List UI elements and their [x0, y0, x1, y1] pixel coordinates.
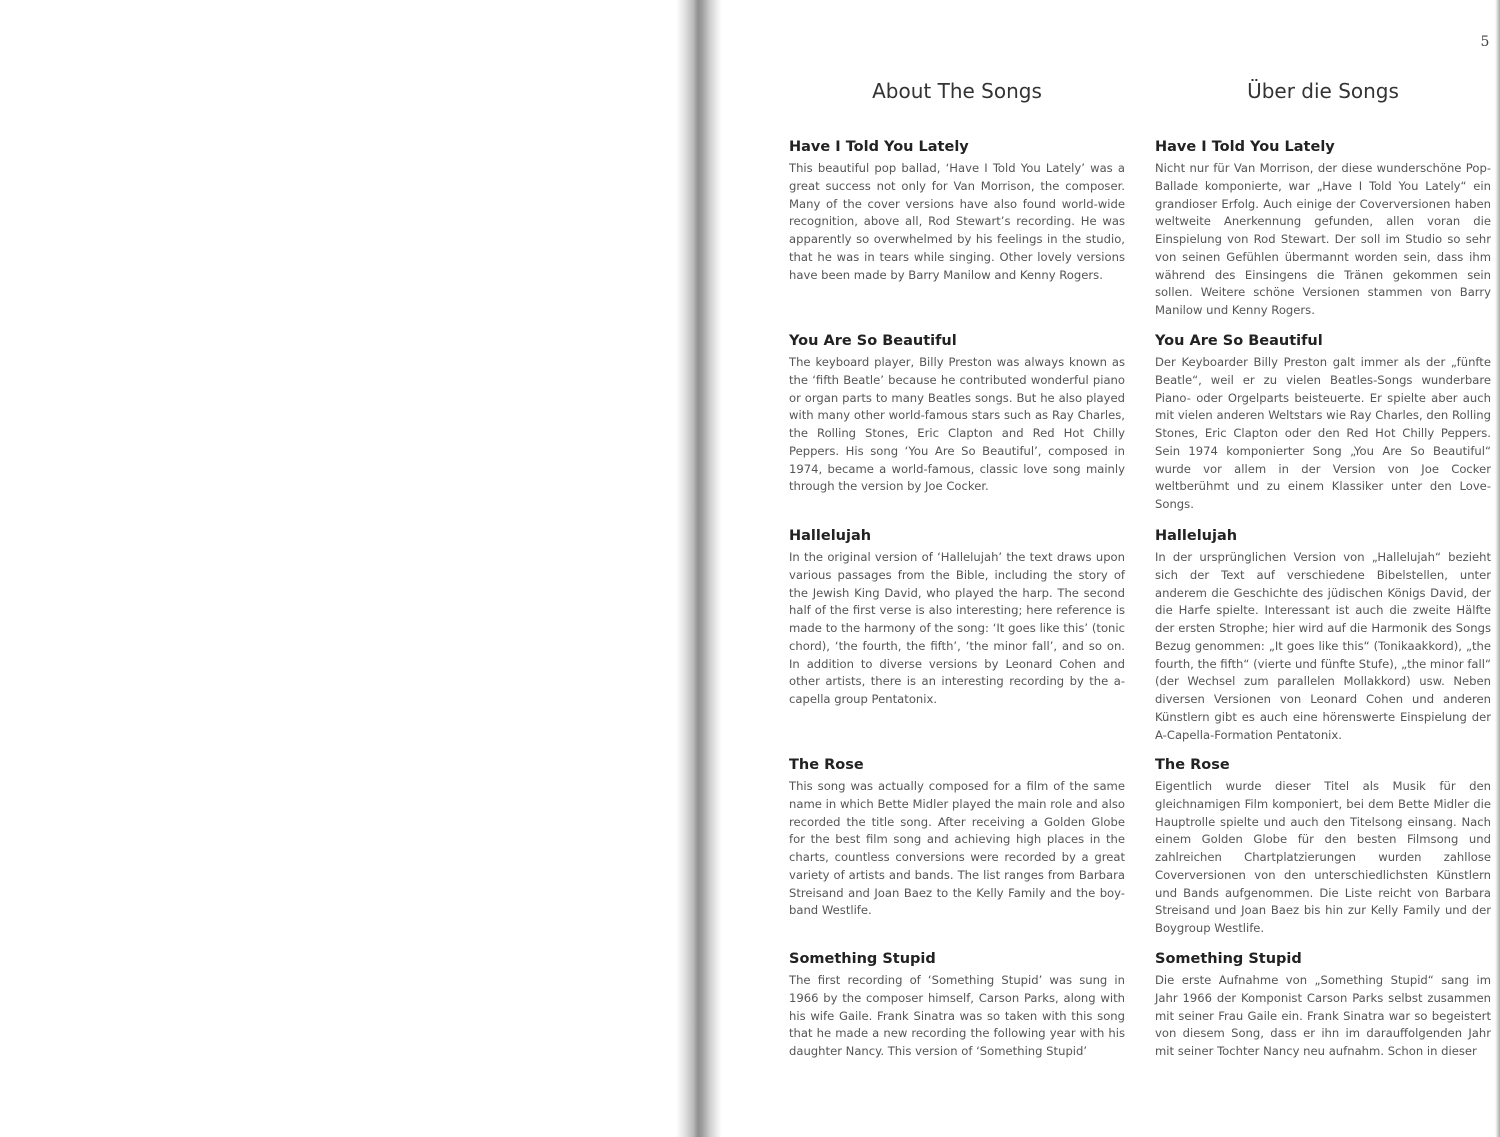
english-heading: The Rose	[789, 757, 864, 773]
english-heading: Something Stupid	[789, 951, 936, 967]
english-text: The keyboard player, Billy Preston was always known as the ‘fifth Beatle’ because he contributed wonderful piano or organ parts to many Beatles songs. But he also played with many other world-famous stars such as Ray Charles, the Rolling Stones, Eric Clapton and Red Hot Chilly Peppers. His song ‘You Are So Beautiful’, composed in 1974, became a world-famous, classic love song mainly through the version by Joe Cocker.	[789, 355, 1125, 494]
book-spine	[676, 0, 722, 1137]
german-entry-hallelujah	[1155, 525, 1491, 744]
german-text: Der Keyboarder Billy Preston galt immer als der „fünfte Beatle“, weil er zu vielen Beatles-Songs wunderbare Piano- oder Orgelparts beisteuerte. Er spielte aber auch mit vielen anderen Weltstars wie Ray Charles, den Rolling Stones, Eric Clapton oder den Red Hot Chilly Peppers. Sein 1974 komponierter Song „You Are So Beautiful“ wurde vor allem in der Version von Joe Cocker weltberühmt und zu einem Klassiker unter den Love-Songs.	[1155, 355, 1491, 511]
left-blank-page	[0, 0, 690, 1137]
german-text: Eigentlich wurde dieser Titel als Musik für den gleichnamigen Film komponiert, bei dem Bette Midler die Hauptrolle spielte und auch den Titelsong einsang. Nach einem Golden Globe für den besten Filmsong und zahlreichen Chartplatzierungen wurden zahllose Coverversionen von den unterschiedlichsten Künstlern und Bands aufgenommen. Die Liste reicht von Barbara Streisand und Joan Baez bis hin zur Kelly Family und der Boygroup Westlife.	[1155, 779, 1491, 935]
english-title: About The Songs	[872, 79, 1042, 103]
german-text: Die erste Aufnahme von „Something Stupid“ sang im Jahr 1966 der Komponist Carson Parks selbst zusammen mit seiner Frau Gaile ein. Frank Sinatra war so begeistert von diesem Song, dass er ihn im darauffolgenden Jahr mit seiner Tochter Nancy neu aufnahm. Schon in dieser	[1155, 973, 1491, 1058]
german-text: Nicht nur für Van Morrison, der diese wunderschöne Pop-Ballade komponierte, war „Have I Told You Lately“ ein grandioser Erfolg. Auch einige der Coverversionen haben weltweite Anerkennung gefunden, allen voran die Einspielung von Rod Stewart. Der soll im Studio so sehr von seinen Gefühlen übermannt worden sein, dass ihm während des Einsingens die Tränen gekommen sein sollen. Weitere schöne Versionen stammen von Barry Manilow und Kenny Rogers.	[1155, 161, 1491, 317]
english-entry-have-i-told-you-lately	[789, 136, 1125, 284]
english-text: This song was actually composed for a film of the same name in which Bette Midler played the main role and also recorded the title song. After receiving a Golden Globe for the best film song and achieving high places in the charts, countless conversions were recorded by a great variety of artists and bands. The list ranges from Barbara Streisand and Joan Baez to the Kelly Family and the boy-band Westlife.	[789, 779, 1125, 918]
english-entry-hallelujah	[789, 525, 1125, 709]
page-number: 5	[1480, 34, 1490, 50]
english-entry-the-rose	[789, 754, 1125, 920]
english-text: The first recording of ‘Something Stupid’ was sung in 1966 by the composer himself, Carson Parks, along with his wife Gaile. Frank Sinatra was so taken with this song that he made a new recording the following year with his daughter Nancy. This version of ‘Something Stupid’	[789, 973, 1125, 1058]
german-heading: You Are So Beautiful	[1155, 333, 1323, 349]
german-heading: Something Stupid	[1155, 951, 1302, 967]
german-entry-you-are-so-beautiful	[1155, 330, 1491, 514]
german-heading: Hallelujah	[1155, 528, 1238, 544]
english-entry-something-stupid	[789, 948, 1125, 1061]
german-entry-have-i-told-you-lately	[1155, 136, 1491, 320]
german-entry-something-stupid	[1155, 948, 1491, 1061]
page-edge	[1495, 0, 1500, 1137]
english-text: In the original version of ‘Hallelujah’ the text draws upon various passages from the Bible, including the story of the Jewish King David, who played the harp. The second half of the first verse is also interesting; here reference is made to the harmony of the song: ‘It goes like this’ (tonic chord), ‘the fourth, the fifth’, ‘the minor fall’, and so on. In addition to diverse versions by Leonard Cohen and other artists, there is an interesting recording by the a-capella group Pentatonix.	[789, 550, 1125, 706]
german-entry-the-rose	[1155, 754, 1491, 938]
english-entry-you-are-so-beautiful	[789, 330, 1125, 496]
german-text: In der ursprünglichen Version von „Hallelujah“ bezieht sich der Text auf verschiedene Bibelstellen, unter anderem die Geschichte des jüdischen Königs David, der die Harfe spielte. Interessant ist auch die zweite Hälfte der ersten Strophe; hier wird auf die Harmonik des Songs Bezug genommen: „It goes like this“ (Tonikaakkord), „the fourth, the fifth“ (vierte und fünfte Stufe), „the minor fall“ (der Wechsel zum parallelen Mollakkord) usw. Neben diversen Versionen von Leonard Cohen und anderen Künstlern gibt es auch eine hörenswerte Einspielung der A-Capella-Formation Pentatonix.	[1155, 550, 1491, 742]
english-heading: You Are So Beautiful	[789, 333, 957, 349]
german-heading: The Rose	[1155, 757, 1230, 773]
english-heading: Hallelujah	[789, 528, 872, 544]
german-heading: Have I Told You Lately	[1155, 139, 1335, 155]
german-title: Über die Songs	[1247, 79, 1399, 103]
english-heading: Have I Told You Lately	[789, 139, 969, 155]
english-text: This beautiful pop ballad, ‘Have I Told You Lately’ was a great success not only for Van Morrison, the composer. Many of the cover versions have also found world-wide recognition, above all, Rod Stewart’s recording. He was apparently so overwhelmed by his feelings in the studio, that he was in tears while singing. Other lovely versions have been made by Barry Manilow and Kenny Rogers.	[789, 161, 1125, 282]
